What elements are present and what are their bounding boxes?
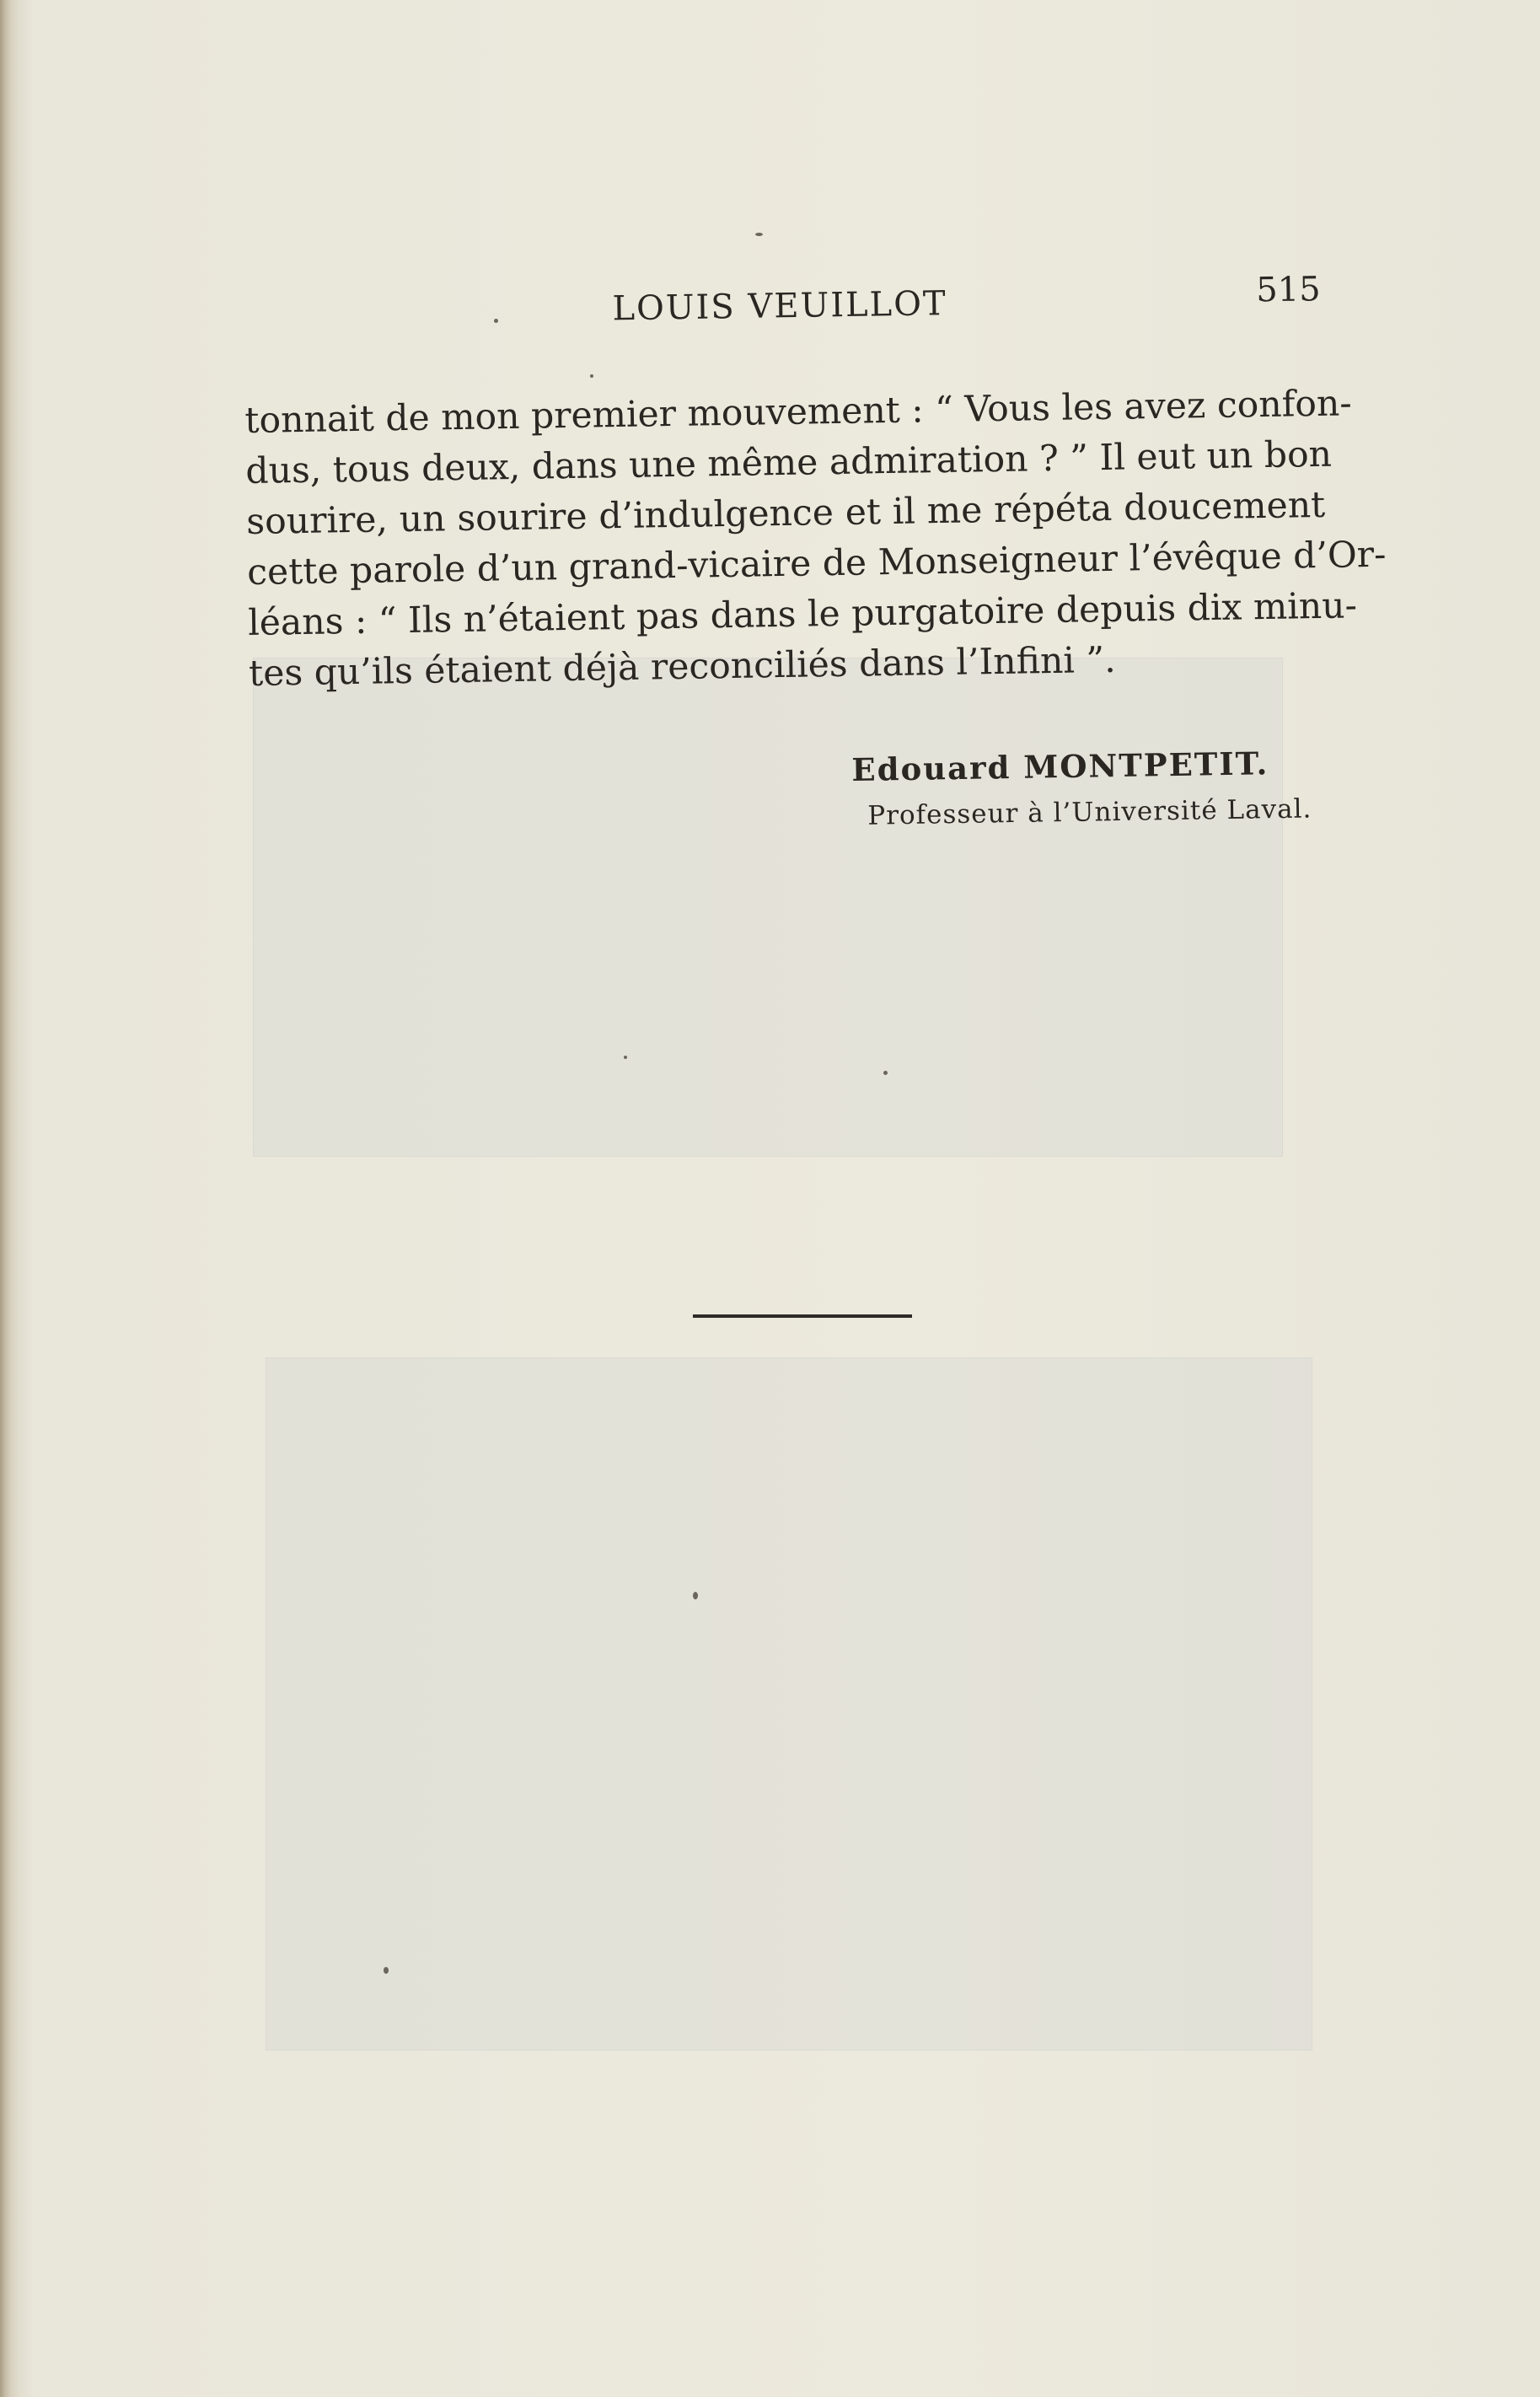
paper-speck (883, 1071, 888, 1075)
text-line: tes qu’ils étaient déjà reconciliés dans l’Infini ”. (248, 639, 1117, 695)
text-line: léans : “ Ils n’étaient pas dans le purgatoire depuis dix minu- (247, 585, 1358, 644)
signature-block (851, 739, 1359, 839)
body-paragraph (244, 379, 1387, 700)
text-line: cette parole d’un grand-vicaire de Monseigneur l’évêque d’Or- (246, 534, 1387, 594)
paper-speck (494, 319, 498, 323)
paper-speck (624, 1056, 627, 1059)
paper-speck (755, 233, 763, 236)
author-affiliation: Professeur à l’Université Laval. (867, 793, 1312, 831)
paper-speck (590, 374, 593, 378)
text-line: sourire, un sourire d’indulgence et il me répéta doucement (245, 484, 1326, 543)
page-number: 515 (1255, 270, 1321, 310)
author-name: Edouard MONTPETIT. (851, 744, 1269, 788)
text-line: tonnait de mon premier mouvement : “ Vous les avez confon- (244, 383, 1353, 442)
page-spine-edge (0, 0, 19, 2397)
show-through-image-lower (266, 1357, 1312, 2050)
paper-speck (384, 1967, 389, 1974)
show-through-image-upper (253, 658, 1283, 1157)
running-title: LOUIS VEUILLOT (612, 284, 947, 329)
section-divider-rule (693, 1314, 912, 1318)
text-line: dus, tous deux, dans une même admiration ? ” Il eut un bon (245, 433, 1333, 492)
running-head (472, 270, 1321, 334)
paper-speck (693, 1592, 698, 1599)
